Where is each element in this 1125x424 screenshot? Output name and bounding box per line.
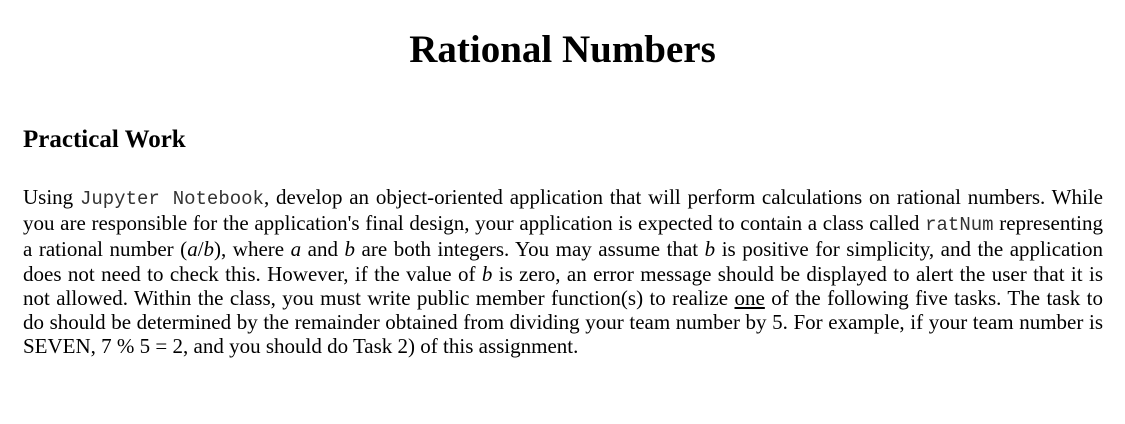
code-tool-name: Jupyter Notebook: [79, 188, 264, 210]
paragraph-text: Using: [23, 185, 80, 209]
variable-a: a: [187, 237, 198, 262]
variable-b: b: [704, 237, 716, 262]
body-paragraph: [23, 185, 1103, 358]
fraction-slash: /: [197, 237, 204, 262]
document-title: Rational Numbers: [409, 28, 716, 71]
paragraph-text: , develop an object-oriented application that will perform calculations on rational numbers. While you are responsible for the application's final design, your application is expected to contain a class called: [23, 185, 1103, 236]
paragraph-text: is positive for simplicity, and the application does not need to check this. However, if the value of: [23, 237, 1104, 286]
paragraph-text: and: [301, 237, 345, 262]
paragraph-text: is zero, an error message should be displayed to alert the user that it is not allowed. Within the class, you must write public member function(s) to realize: [23, 261, 1103, 310]
code-class-name: ratNum: [925, 214, 994, 237]
variable-a: a: [290, 237, 302, 262]
section-heading: Practical Work: [23, 126, 186, 153]
emphasized-word: one: [734, 285, 765, 310]
paragraph-text: ), where: [214, 237, 291, 262]
paragraph-text: representing a rational number (: [23, 211, 1103, 262]
variable-b: b: [203, 237, 215, 262]
paragraph-text: are both integers. You may assume that: [355, 237, 705, 262]
variable-b: b: [481, 261, 493, 286]
variable-b: b: [344, 237, 356, 262]
paragraph-text: of the following five tasks. The task to do should be determined by the remainder obtained from dividing your team number by 5. For example, if your team number is SEVEN, 7 % 5 = 2, and you should do Task 2) of this assignment.: [23, 285, 1103, 359]
